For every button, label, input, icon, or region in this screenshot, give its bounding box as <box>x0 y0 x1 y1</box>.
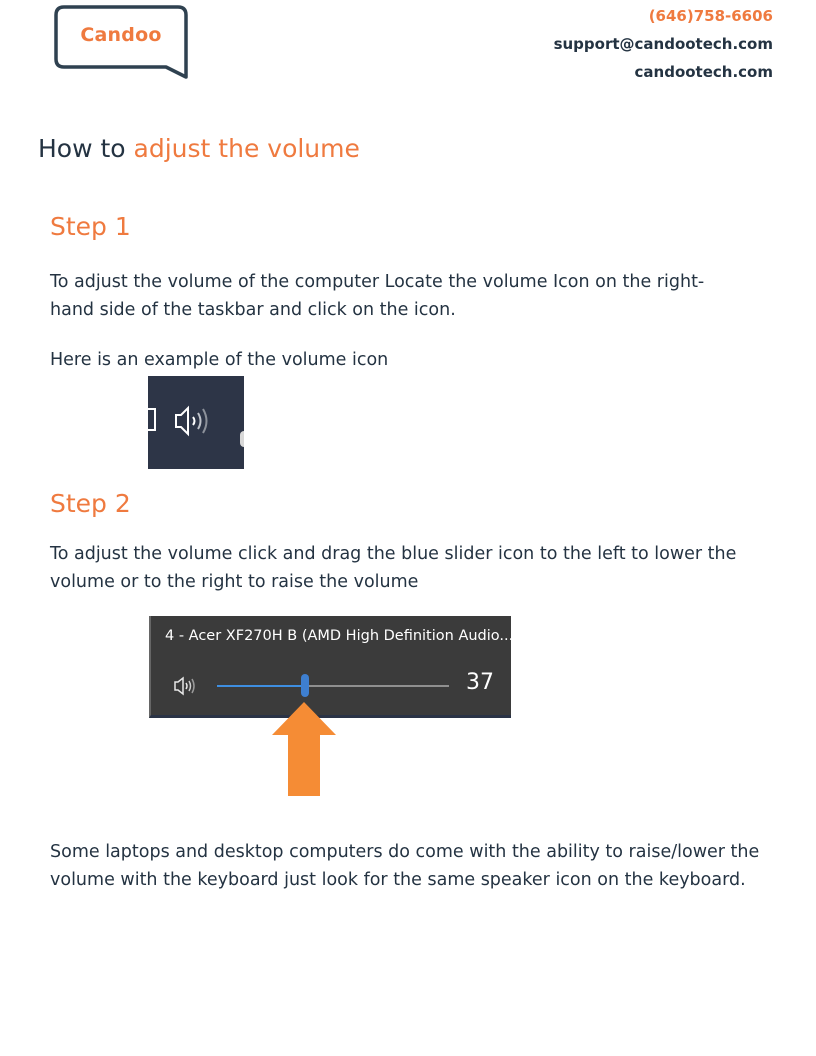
audio-device-name: 4 - Acer XF270H B (AMD High Definition Audio... <box>165 628 514 644</box>
step-1-example-caption: Here is an example of the volume icon <box>50 350 389 370</box>
contact-info <box>554 2 773 86</box>
step-2-text: To adjust the volume click and drag the blue slider icon to the left to lower the volume or to the right to raise the volume <box>50 544 737 592</box>
taskbar-window-icon <box>148 408 156 431</box>
taskbar-edge-icon <box>240 431 244 447</box>
speaker-icon <box>173 404 219 438</box>
volume-slider-track[interactable] <box>305 685 449 687</box>
phone-number[interactable]: (646)758-6606 <box>648 7 773 25</box>
volume-slider-thumb[interactable] <box>301 674 309 697</box>
step-1-text: To adjust the volume of the computer Locate the volume Icon on the right-hand side of the taskbar and click on the icon. <box>50 272 705 320</box>
volume-value: 37 <box>466 670 494 695</box>
email-address[interactable]: support@candootech.com <box>553 35 773 53</box>
page-title <box>38 134 360 163</box>
arrow-up-icon <box>272 702 336 798</box>
title-prefix: How to <box>38 134 134 163</box>
step-2-heading: Step 2 <box>50 489 131 518</box>
keyboard-volume-note: Some laptops and desktop computers do come with the ability to raise/lower the volume with the keyboard just look for the same speaker icon on the keyboard. <box>50 842 760 890</box>
candoo-logo <box>54 5 188 79</box>
website-link[interactable]: candootech.com <box>634 63 773 81</box>
volume-slider-fill[interactable] <box>217 685 305 687</box>
logo-text: Candoo <box>80 24 162 46</box>
title-accent: adjust the volume <box>133 134 360 163</box>
speaker-icon[interactable] <box>173 676 201 696</box>
step-1-heading: Step 1 <box>50 212 131 241</box>
taskbar-volume-screenshot <box>148 376 244 469</box>
